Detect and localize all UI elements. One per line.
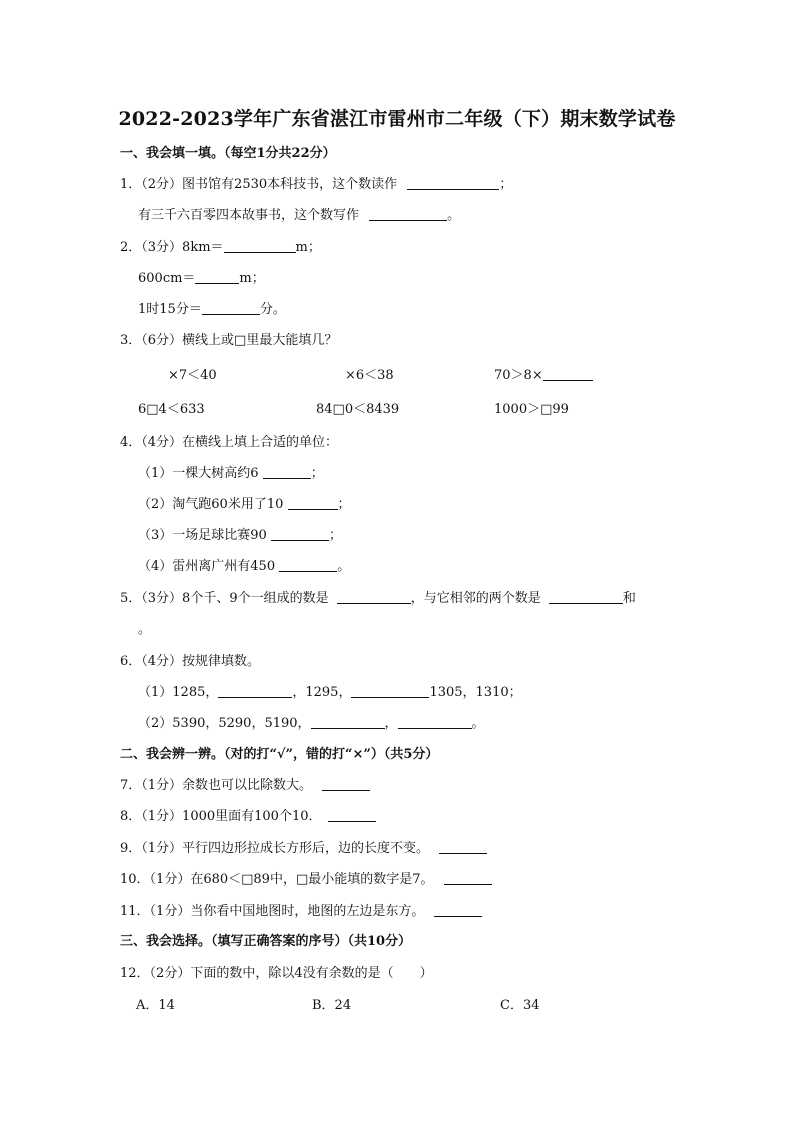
question-5-line-2 [138,622,151,638]
q3-r1-a: ×7＜40 [168,368,217,383]
q6-l1-text-a: （1）1285， [138,685,219,700]
judge-item-7 [120,778,370,794]
q2-blank-a[interactable] [224,240,296,253]
q6-l1-blank-a[interactable] [218,685,292,698]
question-2-line-3 [138,302,286,318]
q1-blank-a[interactable] [407,177,499,190]
q6-l2-text-b: ， [384,716,398,731]
q3-r1-c-blank[interactable] [543,368,593,381]
section-3-heading: 三、我会选择。（填写正确答案的序号）（共10分） [120,934,412,949]
q1-blank-b[interactable] [369,208,447,221]
q5-blank-b[interactable] [549,591,623,604]
q5-text-mid: ，与它相邻的两个数是 [410,591,541,606]
q12-option-a[interactable]: A．14 [136,998,175,1013]
q2-text-a: 2．（3分）8km＝ [120,240,224,255]
q6-l2-blank-b[interactable] [398,716,472,729]
q1-text-a: 1．（2分）图书馆有2530本科技书，这个数读作 [120,177,398,192]
judge-11-text: 11．（1分）当你看中国地图时，地图的左边是东方。 [120,904,425,919]
judge-11-blank[interactable] [434,904,482,917]
q4-item-2-blank[interactable] [288,497,338,510]
q6-l1-blank-b[interactable] [351,685,429,698]
question-1-line-1 [120,177,512,193]
q4-item-4-text: （4）雷州离广州有450 [138,559,276,574]
q6-l2-text-a: （2）5390，5290，5190， [138,716,311,731]
q2-text-c: 1时15分＝ [138,302,202,317]
q4-item-4 [138,559,350,575]
q4-item-2-text: （2）淘气跑60米用了10 [138,497,284,512]
q4-item-4-blank[interactable] [279,559,337,572]
q6-l2-blank-a[interactable] [311,716,385,729]
q3-r2-a: 6□4＜633 [138,402,205,417]
q3-r2-c: 1000＞□99 [494,402,569,417]
question-1-line-2 [138,208,460,224]
q4-item-1-punct: ； [310,466,324,481]
q2-blank-c[interactable] [202,302,260,315]
q2-text-b: 600cm＝ [138,271,196,286]
q5-text-a: 5．（3分）8个千、9个一组成的数是 [120,591,329,606]
question-6-heading: 6．（4分）按规律填数。 [120,654,261,669]
q12-option-b[interactable]: B．24 [312,998,352,1013]
judge-item-8 [120,809,376,825]
q4-item-3-blank[interactable] [271,528,329,541]
question-2-line-2 [138,271,265,287]
question-12-heading: 12．（2分）下面的数中，除以4没有余数的是（ ） [120,966,433,981]
judge-8-text: 8．（1分）1000里面有100个10． [120,809,322,824]
q6-line-1 [138,685,522,701]
q2-blank-b[interactable] [195,271,239,284]
q4-item-3-punct: ； [328,528,342,543]
question-3-heading: 3．（6分）横线上或□里最大能填几？ [120,333,338,348]
q6-line-2 [138,716,485,732]
q6-l1-text-b: ，1295， [292,685,352,700]
q1-text-b: 有三千六百零四本故事书，这个数写作 [138,208,360,223]
q4-item-1-blank[interactable] [263,466,311,479]
q5-blank-a[interactable] [337,591,411,604]
q2-unit-c: 分。 [259,302,286,317]
q4-item-2-punct: ； [337,497,351,512]
page-title: 2022-2023学年广东省湛江市雷州市二年级（下）期末数学试卷 [118,108,676,130]
q4-item-3-text: （3）一场足球比赛90 [138,528,267,543]
judge-7-text: 7．（1分）余数也可以比除数大。 [120,778,313,793]
q3-r1-c-text: 70＞8× [494,368,543,383]
judge-9-blank[interactable] [439,841,487,854]
q3-r1-c [494,368,593,384]
q2-unit-a: m； [295,240,321,255]
q5-text-end: 和 [622,591,636,606]
q6-l1-text-c: 1305，1310； [429,685,522,700]
question-4-heading: 4．（4分）在横线上填上合适的单位： [120,435,339,450]
judge-10-text: 10．（1分）在680＜□89中，□最小能填的数字是7。 [120,872,434,887]
q4-item-1 [138,466,324,482]
q3-r2-b: 84□0＜8439 [316,402,400,417]
question-2-line-1 [120,240,321,256]
judge-10-blank[interactable] [444,872,492,885]
section-1-heading: 一、我会填一填。（每空1分共22分） [120,146,336,161]
q3-r1-b: ×6＜38 [345,368,394,383]
q4-item-2 [138,497,351,513]
judge-9-text: 9．（1分）平行四边形拉成长方形后，边的长度不变。 [120,841,430,856]
section-2-heading: 二、我会辨一辨。（对的打“√”，错的打“×”）（共5分） [120,747,439,762]
judge-item-9 [120,841,487,857]
q2-unit-b: m； [239,271,265,286]
q5-punct: 。 [138,622,152,637]
question-5-line-1 [120,591,636,607]
q12-option-c[interactable]: C．34 [500,998,540,1013]
judge-7-blank[interactable] [322,778,370,791]
judge-item-10 [120,872,492,888]
q6-l2-text-c: 。 [471,716,485,731]
judge-item-11 [120,904,482,920]
q4-item-4-punct: 。 [337,559,351,574]
q1-punct-a: ； [499,177,513,192]
q1-punct-b: 。 [447,208,461,223]
q4-item-1-text: （1）一棵大树高约6 [138,466,259,481]
q4-item-3 [138,528,342,544]
judge-8-blank[interactable] [328,809,376,822]
